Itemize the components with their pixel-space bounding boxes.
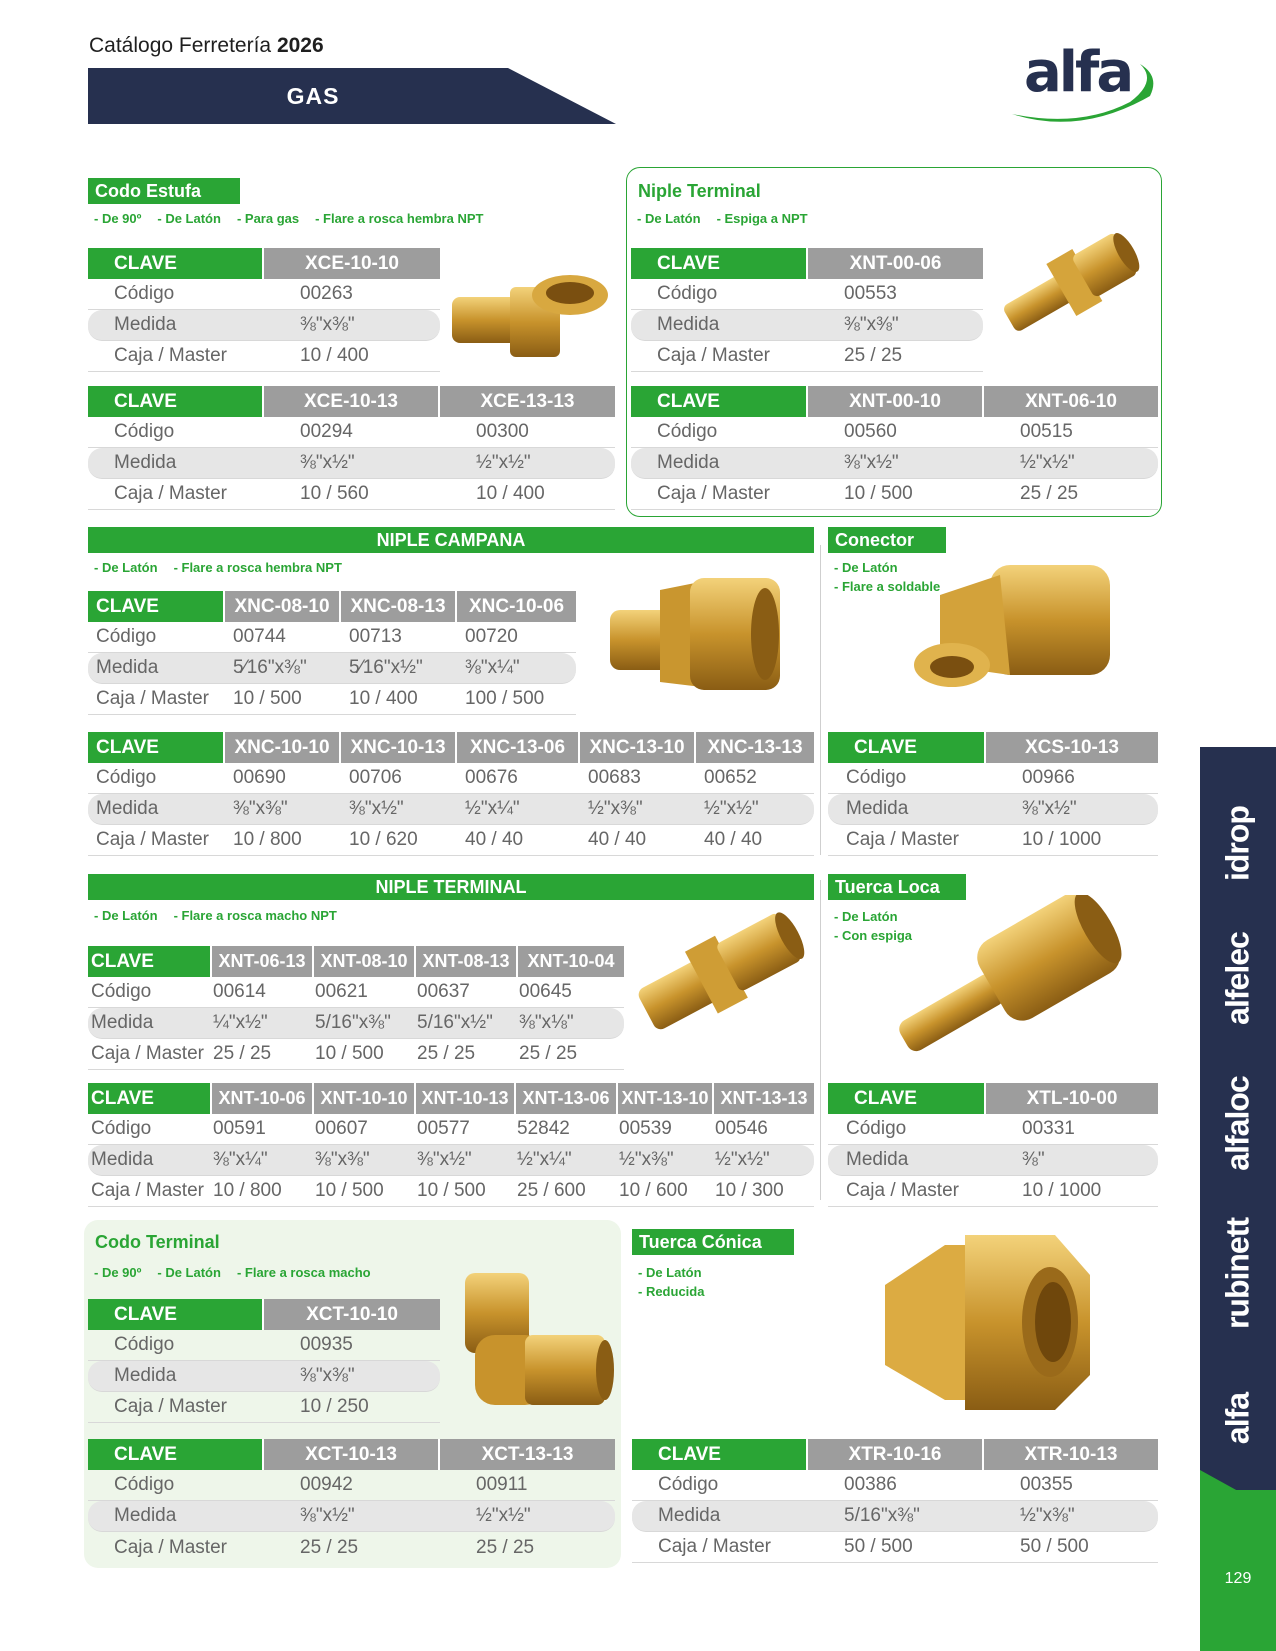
conector-features: - De Latón - Flare a soldable [834,560,941,594]
codo-estufa-title: Codo Estufa [88,178,240,204]
niple-campana-table-2: CLAVE XNC-10-10 XNC-10-13 XNC-13-06 XNC-13-10 XNC-13-13 Código 00690 00706 00676 00683 00652 Medida ⅜"x⅜" ⅜"x½" ½"x¼" ½"x⅜" ½"x½" Caja / Master 10 / 800 10 / 620 40 / 40 40 / 40 40 / 40 [88,732,814,856]
codo-estufa-features: - De 90º - De Latón - Para gas - Flare a rosca hembra NPT [94,211,484,226]
brand-alfa: alfa [1219,1392,1256,1445]
niple-terminal-top-image [990,225,1150,345]
tuerca-conica-title: Tuerca Cónica [632,1229,794,1255]
niple-terminal-table-1: CLAVE XNT-06-13 XNT-08-10 XNT-08-13 XNT-10-04 Código 00614 00621 00637 00645 Medida ¼"x½" 5/16"x⅜" 5/16"x½" ⅜"x⅛" Caja / Master 25 / 25 10 / 500 25 / 25 25 / 25 [88,946,624,1070]
niple-campana-features: - De Latón - Flare a rosca hembra NPT [94,560,342,575]
codo-estufa-image [450,265,610,365]
niple-campana-table-1: CLAVE XNC-08-10 XNC-08-13 XNC-10-06 Código 00744 00713 00720 Medida 5⁄16"x⅜" 5⁄16"x½" ⅜"x¼" Caja / Master 10 / 500 10 / 400 100 / 500 [88,591,576,715]
brand-rubinett: rubinett [1219,1217,1256,1330]
codo-terminal-title: Codo Terminal [95,1232,220,1252]
conector-image [900,555,1125,710]
codo-estufa-table-1: CLAVE XCE-10-10 Código 00263 Medida ⅜"x⅜" Caja / Master 10 / 400 [88,248,440,372]
conector-title: Conector [828,527,946,553]
brand-alfaloc: alfaloc [1219,1076,1256,1171]
tuerca-conica-features: - De Latón - Reducida [638,1265,705,1299]
column-divider-2 [820,880,821,1200]
section-title: GAS [286,83,340,109]
column-divider [820,545,821,855]
niple-campana-image [600,560,790,710]
tuerca-loca-title: Tuerca Loca [828,874,966,900]
codo-terminal-table-1: CLAVE XCT-10-10 Código 00935 Medida ⅜"x⅜" Caja / Master 10 / 250 [88,1299,440,1423]
brand-alfelec: alfelec [1219,932,1256,1025]
niple-terminal-title: NIPLE TERMINAL [88,874,814,900]
tuerca-conica-image [875,1225,1100,1420]
tuerca-loca-table: CLAVE XTL-10-00 Código 00331 Medida ⅜" Caja / Master 10 / 1000 [828,1083,1158,1207]
tuerca-loca-image [880,895,1135,1065]
codo-terminal-table-2: CLAVE XCT-10-13 XCT-13-13 Código 00942 00911 Medida ⅜"x½" ½"x½" Caja / Master 25 / 25 25 / 25 [88,1439,615,1563]
codo-estufa-table-2: CLAVE XCE-10-13 XCE-13-13 Código 00294 00300 Medida ⅜"x½" ½"x½" Caja / Master 10 / 560 10 / 400 [88,386,615,510]
brand-idrop: idrop [1219,806,1256,881]
page-number: 129 [1224,1570,1252,1587]
codo-terminal-features: - De 90º - De Latón - Flare a rosca macho [94,1265,371,1280]
niple-terminal-top-table-1: CLAVE XNT-00-06 Código 00553 Medida ⅜"x⅜" Caja / Master 25 / 25 [631,248,983,372]
niple-terminal-image [630,910,810,1040]
catalog-title: Catálogo Ferretería 2026 [89,34,324,57]
alfa-logo: alfa [1010,36,1160,126]
niple-terminal-table-2: CLAVE XNT-10-06 XNT-10-10 XNT-10-13 XNT-13-06 XNT-13-10 XNT-13-13 Código 00591 00607 00577 52842 00539 00546 Medida ⅜"x¼" ⅜"x⅜" ⅜"x½" ½"x¼" ½"x⅜" ½"x½" Caja / Master 10 / 800 10 / 500 10 / 500 25 / 600 10 / 600 10 / 300 [88,1083,814,1207]
niple-terminal-top-features: - De Latón - Espiga a NPT [637,211,808,226]
conector-table: CLAVE XCS-10-13 Código 00966 Medida ⅜"x½" Caja / Master 10 / 1000 [828,732,1158,856]
codo-terminal-image [455,1265,615,1415]
niple-terminal-top-title: Niple Terminal [638,181,761,201]
niple-campana-title: NIPLE CAMPANA [88,527,814,553]
niple-terminal-top-table-2: CLAVE XNT-00-10 XNT-06-10 Código 00560 00515 Medida ⅜"x½" ½"x½" Caja / Master 10 / 500 25 / 25 [631,386,1158,510]
niple-terminal-features: - De Latón - Flare a rosca macho NPT [94,908,337,923]
tuerca-conica-table: CLAVE XTR-10-16 XTR-10-13 Código 00386 00355 Medida 5/16"x⅜" ½"x⅜" Caja / Master 50 / 500 50 / 500 [632,1439,1158,1563]
tuerca-loca-features: - De Latón - Con espiga [834,909,913,943]
